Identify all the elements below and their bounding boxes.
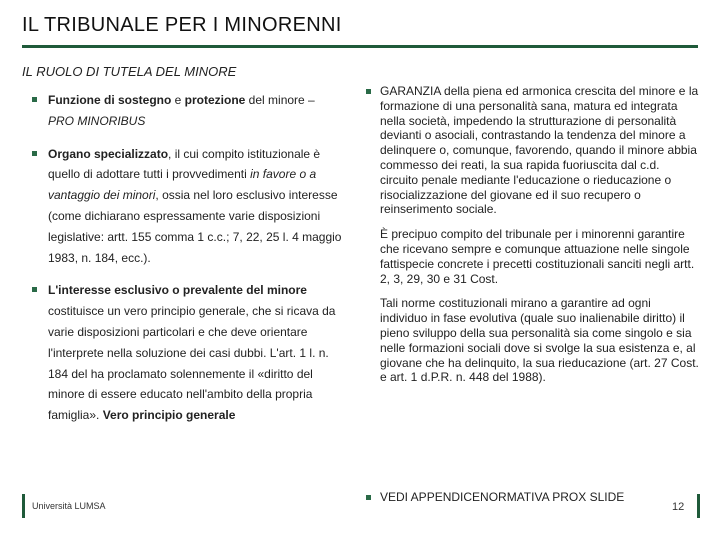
right-bullet-4: VEDI APPENDICENORMATIVA PROX SLIDE [366,490,700,505]
university-logo: Università LUMSA [32,501,106,511]
page-number: 12 [672,501,685,513]
bullet-square-icon [32,97,37,102]
slide-subtitle: IL RUOLO DI TUTELA DEL MINORE [22,64,237,79]
slide-title: IL TRIBUNALE PER I MINORENNI [22,14,342,36]
right-paragraph-2: È precipuo compito del tribunale per i minorenni garantire che ricevano sempre e comunque attuazione nelle singole fattispecie concrete i precetti costituzionali sanciti negli artt. 2, 3, 29, 30 e 31 Cost. [380,227,695,286]
appendix-note [366,490,700,515]
right-bullet-1: GARANZIA della piena ed armonica crescita del minore e la formazione di una personalità sana, matura ed integrata nella società, impedendo la strutturazione di personalità devianti o asociali, contrastando la tendenza del minore a delinquere o, comunque, favorendo, quando il minore abbia commesso dei reati, la sua rapida fuoriuscita dal c.d. circuito penale mediante l'educazione o rieducazione o risocializzazione del giovane ed il suo recupero o reinserimento sociale. [366,84,700,217]
footer-accent-left [22,494,25,518]
bullet-square-icon [366,89,371,94]
right-column [366,84,700,395]
right-paragraph-3: Tali norme costituzionali mirano a garantire ad ogni individuo in fase evolutiva (quale suo inalienabile diritto) il pieno sviluppo della sua personalità sia come singolo e sia nelle formazioni sociali dove si svolge la sua esistenza e, al giovane che ha delinquito, la sua rieducazione (art. 27 Cost. e art. 1 d.P.R. n. 448 del 1988). [380,296,699,385]
title-divider [22,45,698,48]
left-bullet-3: L'interesse esclusivo o prevalente del minore costituisce un vero principio generale, che si ricava da varie disposizioni particolari e che deve orientare l'interprete nella soluzione dei casi dubbi. L'art. 1 l. n. 184 del ha proclamato solennemente il «diritto del minore di essere educato nell'ambito della propria famiglia». Vero principio generale [32,280,344,426]
left-bullet-2: Organo specializzato, il cui compito istituzionale è quello di adottare tutti i provvedimenti in favore o a vantaggio dei minori, ossia nel loro esclusivo interesse (come dichiarano espressamente varie disposizioni legislative: artt. 155 comma 1 c.c.; 7, 22, 25 l. 4 maggio 1983, n. 184, ecc.). [32,144,344,269]
bullet-square-icon [366,495,371,500]
footer-accent-right [697,494,700,518]
bullet-square-icon [32,287,37,292]
left-bullet-1: Funzione di sostegno e protezione del minore – PRO MINORIBUS [32,90,344,132]
bullet-square-icon [32,151,37,156]
left-column [32,90,344,438]
